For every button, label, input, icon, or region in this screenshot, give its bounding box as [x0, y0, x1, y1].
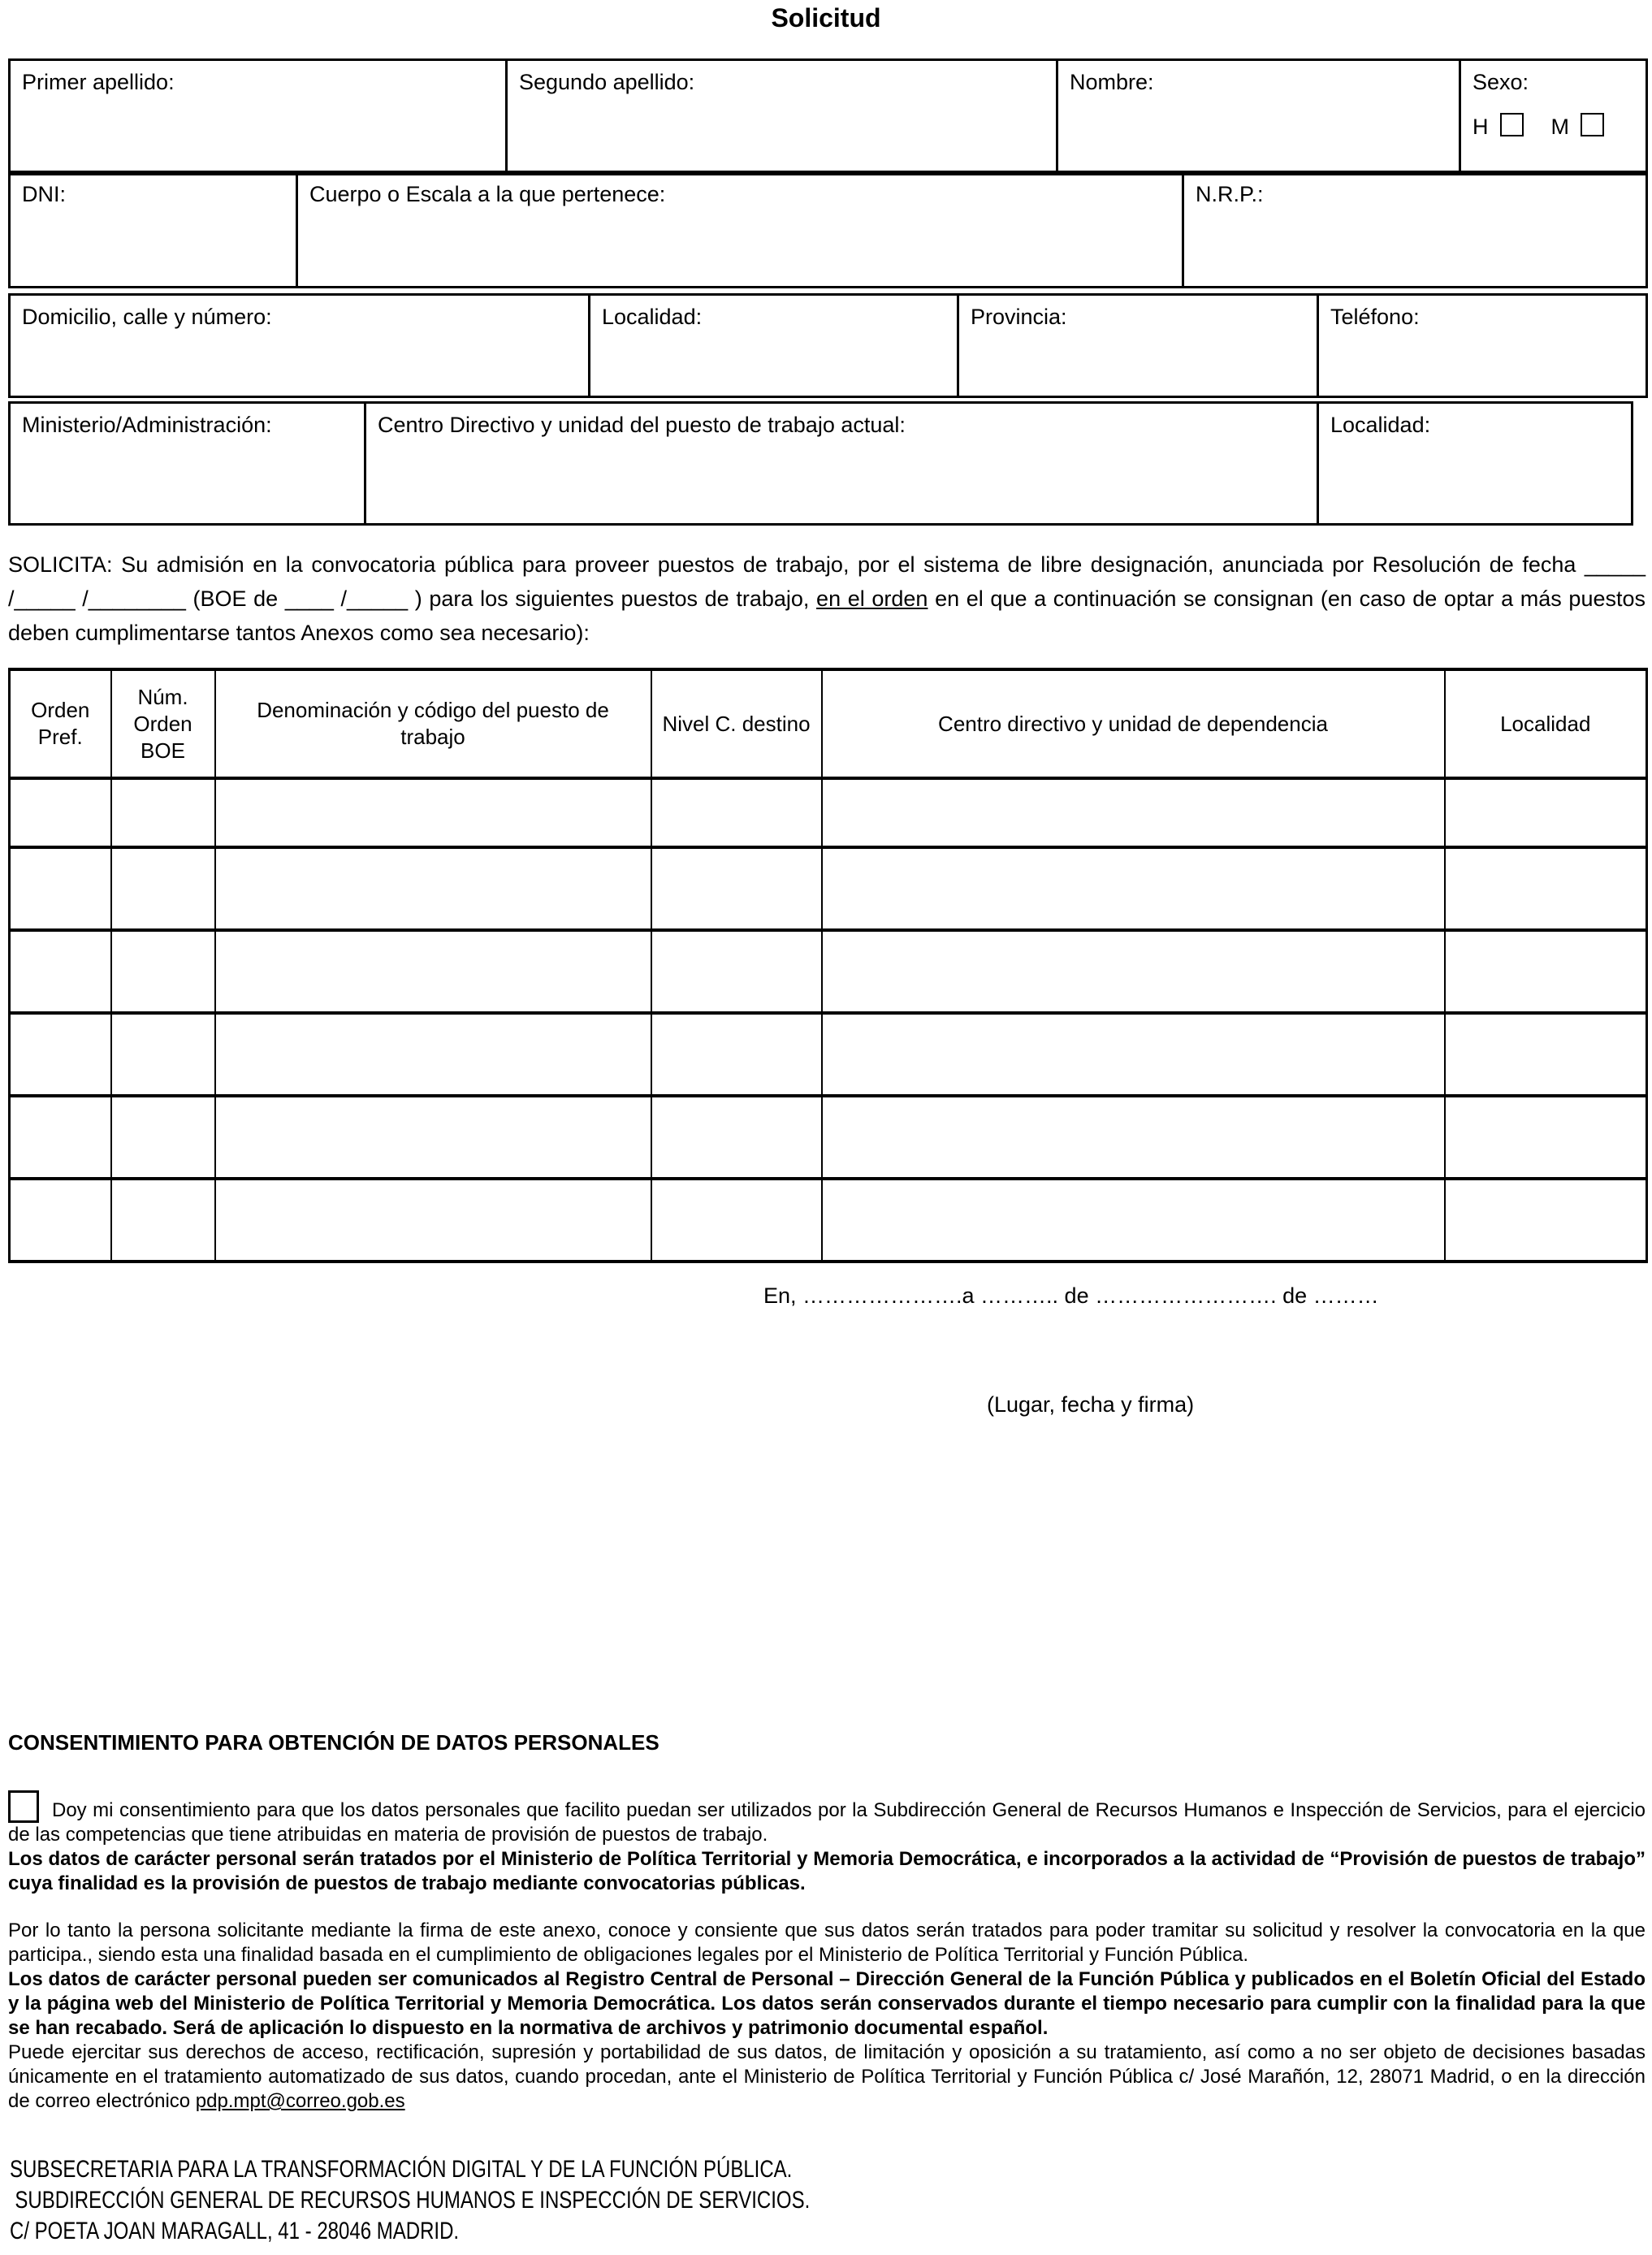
sexo-h-checkbox[interactable] [1500, 113, 1524, 136]
field-centro-directivo-actual[interactable] [365, 403, 1318, 525]
position-cell[interactable] [215, 778, 651, 847]
consent-paragraph-4 [8, 2041, 1646, 2114]
sexo-m-label: M [1550, 115, 1569, 139]
position-cell[interactable] [111, 1096, 215, 1179]
position-cell[interactable] [215, 1096, 651, 1179]
footer-line-1: SUBSECRETARIA PARA LA TRANSFORMACIÓN DIGITAL Y DE LA FUNCIÓN PÚBLICA. [10, 2156, 793, 2183]
header-nivel-destino: Nivel C. destino [651, 669, 822, 778]
field-sexo [1460, 60, 1647, 175]
field-cuerpo-escala[interactable] [297, 172, 1183, 288]
footer-line-3: C/ POETA JOAN MARAGALL, 41 - 28046 MADRID. [10, 2218, 460, 2244]
solicita-text-pre: SOLICITA: Su admisión en la convocatoria pública para proveer puestos de trabajo, por el sistema de libre designación, anunciada por Resolución de fecha _____ /_____ /________ (BOE de ____ /_____ ) para los siguientes puestos de trabajo, [8, 552, 1646, 611]
table-row [10, 847, 1647, 930]
field-primer-apellido[interactable] [10, 60, 507, 175]
consent-heading: CONSENTIMIENTO PARA OBTENCIÓN DE DATOS PERSONALES [8, 1730, 660, 1755]
dni-label: DNI: [22, 182, 66, 206]
footer-address-block [10, 2154, 810, 2247]
consent-paragraph-2: Por lo tanto la persona solicitante mediante la firma de este anexo, conoce y consiente que sus datos serán tratados para poder tramitar su solicitud y resolver la convocatoria en la que participa., siendo esta una finalidad basada en el cumplimiento de obligaciones legales por el Ministerio de Política Territorial y Función Pública. [8, 1920, 1646, 1966]
position-cell[interactable] [651, 1096, 822, 1179]
position-cell[interactable] [215, 847, 651, 930]
centro-directivo-label: Centro Directivo y unidad del puesto de trabajo actual: [378, 413, 906, 437]
address-table [8, 293, 1648, 398]
consent-paragraph-1 [8, 1790, 1646, 1847]
field-localidad-puesto[interactable] [1318, 403, 1633, 525]
position-cell[interactable] [822, 1096, 1445, 1179]
table-row [10, 930, 1647, 1013]
position-cell[interactable] [822, 847, 1445, 930]
position-cell[interactable] [215, 1179, 651, 1262]
position-cell[interactable] [1445, 1013, 1647, 1096]
field-ministerio[interactable] [10, 403, 365, 525]
position-cell[interactable] [651, 1013, 822, 1096]
field-provincia[interactable] [958, 295, 1318, 397]
position-cell[interactable] [10, 1013, 111, 1096]
table-row [10, 778, 1647, 847]
consent-section [8, 1790, 1646, 2114]
field-telefono[interactable] [1318, 295, 1647, 397]
solicita-text-underlined: en el orden [816, 586, 928, 611]
solicita-paragraph [8, 548, 1646, 650]
localidad-label: Localidad: [602, 305, 703, 329]
position-cell[interactable] [111, 930, 215, 1013]
position-cell[interactable] [10, 930, 111, 1013]
consent-paragraph-3: Los datos de carácter personal pueden ser comunicados al Registro Central de Personal – Dirección General de la Función Pública y publicados en el Boletín Oficial del Estado y la página web del Ministerio de Política Territorial y Memoria Democrática. Los datos serán conservados durante el tiempo necesario para cumplir con la finalidad para la que se han recabado. Será de aplicación lo dispuesto en la normativa de archivos y patrimonio documental español. [8, 1968, 1646, 2039]
field-nrp[interactable] [1183, 172, 1647, 288]
ministerio-label: Ministerio/Administración: [22, 413, 272, 437]
position-cell[interactable] [822, 930, 1445, 1013]
localidad-puesto-label: Localidad: [1330, 413, 1431, 437]
position-cell[interactable] [111, 1013, 215, 1096]
positions-header-row [10, 669, 1647, 778]
table-row [10, 1179, 1647, 1262]
position-cell[interactable] [1445, 1096, 1647, 1179]
consent-p1-text: Doy mi consentimiento para que los datos personales que facilito puedan ser utilizados por la Subdirección General de Recursos Humanos e Inspección de Servicios, para el ejercicio de las competencias que tiene atribuidas en materia de provisión de puestos de trabajo. [8, 1799, 1646, 1846]
cuerpo-escala-label: Cuerpo o Escala a la que pertenece: [309, 182, 666, 206]
table-row [10, 1096, 1647, 1179]
provincia-label: Provincia: [971, 305, 1067, 329]
email-link[interactable]: pdp.mpt@correo.gob.es [195, 2090, 405, 2112]
position-cell[interactable] [651, 847, 822, 930]
field-segundo-apellido[interactable] [507, 60, 1057, 175]
page-title: Solicitud [771, 3, 881, 32]
field-localidad[interactable] [590, 295, 958, 397]
header-denominacion: Denominación y código del puesto de trabajo [215, 669, 651, 778]
position-cell[interactable] [111, 778, 215, 847]
sexo-label: Sexo: [1473, 70, 1529, 94]
position-cell[interactable] [111, 847, 215, 930]
nombre-label: Nombre: [1070, 70, 1154, 94]
position-cell[interactable] [822, 1179, 1445, 1262]
signature-caption: (Lugar, fecha y firma) [987, 1392, 1195, 1417]
field-nombre[interactable] [1057, 60, 1460, 175]
table-row [10, 1013, 1647, 1096]
header-orden-pref: Orden Pref. [10, 669, 111, 778]
current-post-table [8, 401, 1633, 526]
position-cell[interactable] [10, 1179, 111, 1262]
personal-data-table-row2 [8, 171, 1648, 288]
position-cell[interactable] [822, 778, 1445, 847]
position-cell[interactable] [10, 778, 111, 847]
consent-paragraph-1b: Los datos de carácter personal serán tratados por el Ministerio de Política Territorial y Memoria Democrática, e incorporados a la actividad de “Provisión de puestos de trabajo” cuya finalidad es la provisión de puestos de trabajo mediante convocatorias públicas. [8, 1848, 1646, 1894]
position-cell[interactable] [10, 1096, 111, 1179]
consent-checkbox[interactable] [8, 1790, 39, 1823]
header-centro-directivo: Centro directivo y unidad de dependencia [822, 669, 1445, 778]
signature-date-line[interactable]: En, ………………….a ……….. de ……………………. de ……… [763, 1283, 1379, 1308]
position-cell[interactable] [1445, 1179, 1647, 1262]
positions-tbody [10, 778, 1647, 1262]
telefono-label: Teléfono: [1330, 305, 1420, 329]
position-cell[interactable] [215, 930, 651, 1013]
consent-p4-text: Puede ejercitar sus derechos de acceso, rectificación, supresión y portabilidad de sus datos, de limitación y oposición a su tratamiento, así como a no ser objeto de decisiones basadas únicamente en el tratamiento automatizado de sus datos, cuando procedan, ante el Ministerio de Política Territorial y Función Pública c/ José Marañón, 12, 28071 Madrid, o en la dirección de correo electrónico [8, 2041, 1646, 2112]
position-cell[interactable] [1445, 930, 1647, 1013]
segundo-apellido-label: Segundo apellido: [519, 70, 695, 94]
solicita-text-post: en el que a continuación se consignan (en caso de optar a más puestos deben cumplimentarse tantos Anexos como sea necesario): [8, 586, 1646, 645]
field-dni[interactable] [10, 172, 297, 288]
personal-data-table-row1 [8, 58, 1648, 175]
footer-line-2: SUBDIRECCIÓN GENERAL DE RECURSOS HUMANOS E INSPECCIÓN DE SERVICIOS. [15, 2187, 811, 2214]
position-cell[interactable] [822, 1013, 1445, 1096]
field-domicilio[interactable] [10, 295, 590, 397]
domicilio-label: Domicilio, calle y número: [22, 305, 272, 329]
nrp-label: N.R.P.: [1196, 182, 1264, 206]
sexo-m-checkbox[interactable] [1581, 113, 1604, 136]
header-localidad: Localidad [1445, 669, 1647, 778]
position-cell[interactable] [10, 847, 111, 930]
position-cell[interactable] [651, 778, 822, 847]
position-cell[interactable] [1445, 778, 1647, 847]
sexo-h-label: H [1473, 115, 1489, 139]
position-cell[interactable] [215, 1013, 651, 1096]
position-cell[interactable] [1445, 847, 1647, 930]
position-cell[interactable] [651, 930, 822, 1013]
header-num-orden-boe: Núm. Orden BOE [111, 669, 215, 778]
primer-apellido-label: Primer apellido: [22, 70, 175, 94]
positions-table [8, 668, 1648, 1263]
position-cell[interactable] [651, 1179, 822, 1262]
position-cell[interactable] [111, 1179, 215, 1262]
